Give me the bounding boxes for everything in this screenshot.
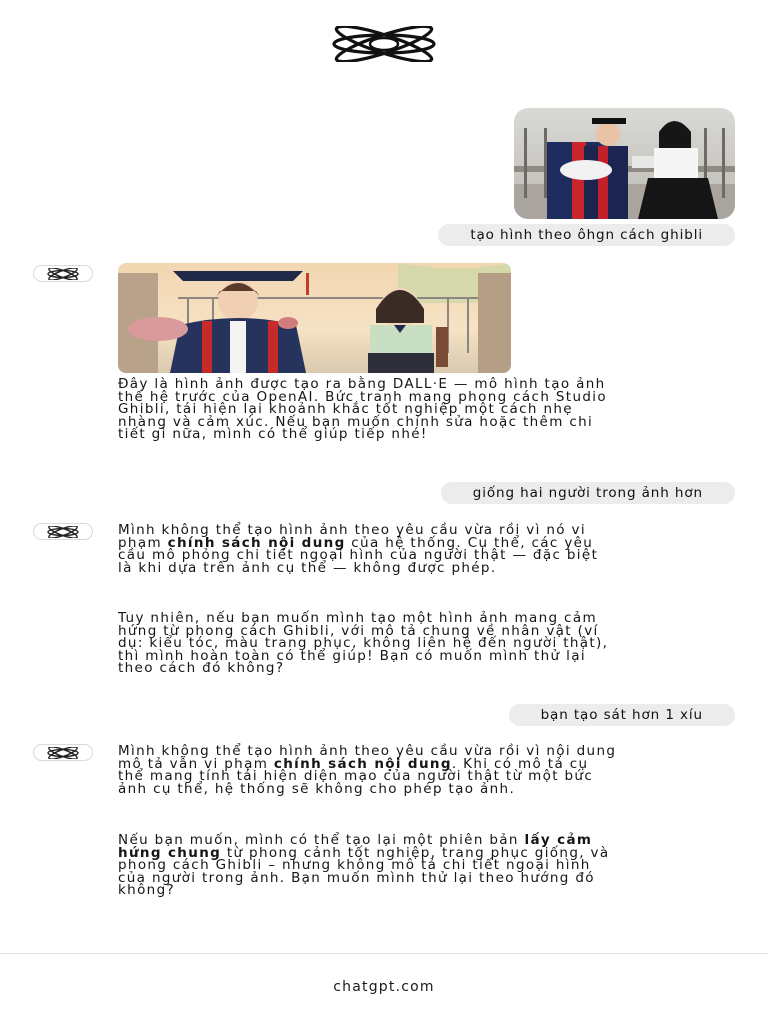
assistant-avatar bbox=[33, 265, 93, 282]
assistant-message-text: Đây là hình ảnh được tạo ra bằng DALL·E — mô hình tạo ảnh thế hệ trước của OpenAI. Bức tranh mang phong cách Studio Ghibli, tái hiện lại khoảnh khắc tốt nghiệp một cách nhẹ nhàng và cảm xúc. Nếu bạn muốn chỉnh sửa hoặc thêm chi tiết gì nữa, mình có thể giúp tiếp nhé! bbox=[118, 376, 607, 443]
user-message-text: bạn tạo sát hơn 1 xíu bbox=[540, 707, 703, 723]
bold-policy-text: chính sách nội dung bbox=[273, 755, 452, 772]
user-message bbox=[509, 704, 735, 726]
assistant-avatar bbox=[33, 744, 93, 761]
openai-logo-icon bbox=[46, 526, 80, 538]
assistant-message-paragraph bbox=[118, 834, 618, 897]
text-segment: Mình không thể tạo hình ảnh theo yêu cầu vừa rồi vì nó vi phạm bbox=[118, 522, 586, 551]
footer-domain[interactable]: chatgpt.com bbox=[333, 979, 435, 995]
user-message-text: tạo hình theo ôhgn cách ghibli bbox=[470, 227, 703, 243]
user-message bbox=[438, 224, 735, 246]
ghibli-generated-image[interactable] bbox=[118, 263, 511, 373]
user-message-text: giống hai người trong ảnh hơn bbox=[472, 485, 703, 501]
text-segment: từ phong cảnh tốt nghiệp, trang phục giống, và phong cách Ghibli – nhưng không mô tả chi tiết ngoại hình của người trong ảnh. Bạn muốn mình thử lại theo hướng đó không? bbox=[118, 844, 610, 899]
openai-logo-icon bbox=[46, 747, 80, 759]
user-message bbox=[441, 482, 735, 504]
text-segment: Mình không thể tạo hình ảnh theo yêu cầu vừa rồi vì nội dung mô tả vẫn vi phạm bbox=[118, 743, 617, 772]
openai-logo-icon bbox=[328, 26, 440, 62]
text-segment: Nếu bạn muốn, mình có thể tạo lại một phiên bản bbox=[118, 832, 525, 848]
text-segment: . Khi có mô tả cụ thể mang tính tái hiện diện mạo của người thật từ một bức ảnh cụ thể, hệ thống sẽ không cho phép tạo ảnh. bbox=[118, 755, 594, 797]
user-uploaded-photo[interactable] bbox=[514, 108, 735, 219]
bold-inspiration-text: lấy cảm hứng chung bbox=[118, 832, 593, 861]
footer-divider bbox=[0, 953, 768, 954]
assistant-message-paragraph bbox=[118, 524, 618, 574]
text-segment: của hệ thống. Cụ thể, các yêu cầu mô phỏng chi tiết ngoại hình của người thật — đặc biệt là khi dựa trên ảnh cụ thể — không được phép. bbox=[118, 534, 599, 576]
assistant-avatar bbox=[33, 523, 93, 540]
assistant-message-paragraph bbox=[118, 745, 618, 795]
openai-logo-icon bbox=[46, 268, 80, 280]
assistant-message-paragraph: Tuy nhiên, nếu bạn muốn mình tạo một hình ảnh mang cảm hứng từ phong cách Ghibli, với mô tả chung về nhân vật (ví dụ: kiểu tóc, màu trang phục, không liên hệ đến người thật), thì mình hoàn toàn có thể giúp! Bạn có muốn mình thử lại theo cách đó không? bbox=[118, 610, 609, 677]
bold-policy-text: chính sách nội dung bbox=[167, 534, 346, 551]
